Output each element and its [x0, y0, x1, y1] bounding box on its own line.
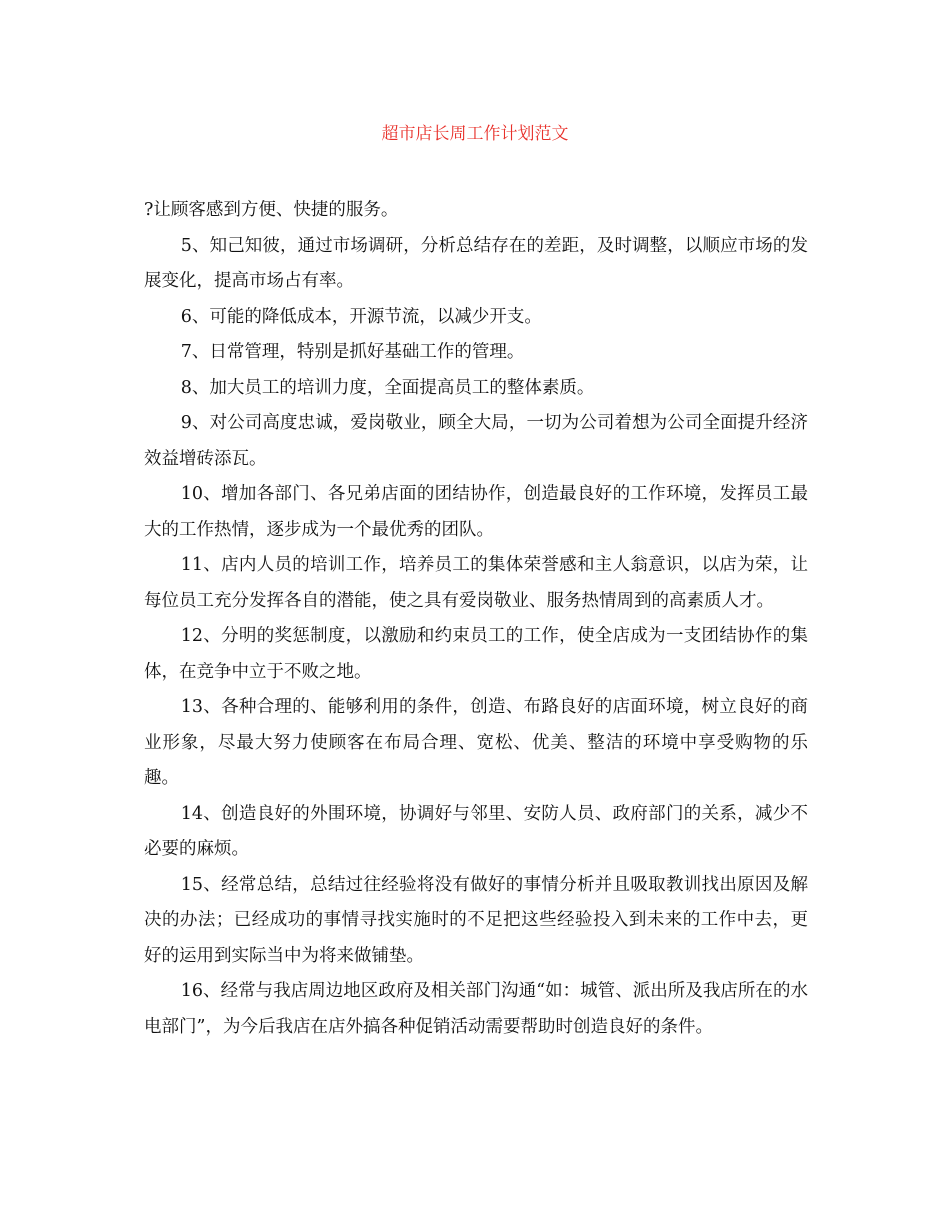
paragraph-item-8: 8、加大员工的培训力度，全面提高员工的整体素质。	[180, 377, 595, 398]
paragraph-item-7: 7、日常管理，特别是抓好基础工作的管理。	[180, 342, 525, 362]
paragraph-item-15: 15、经常总结，总结过往经验将没有做好的事情分析并且吸取教训找出原因及解决的办法；已经成功的事情寻找实施时的不足把这些经验投入到未来的工作中去，更好的运用到实际当中为将来做铺垫。	[144, 874, 808, 966]
paragraph-item-13: 13、各种合理的、能够利用的条件，创造、布路良好的店面环境，树立良好的商业形象，尽最大努力使顾客在布局合理、宽松、优美、整洁的环境中享受购物的乐趣。	[144, 697, 808, 788]
document-title: 超市店长周工作计划范文	[381, 124, 569, 144]
paragraph-item-9: 9、对公司高度忠诚，爱岗敬业，顾全大局，一切为公司着想为公司全面提升经济效益增砖添瓦。	[144, 413, 808, 469]
paragraph-continuation: ?让顾客感到方便、快捷的服务。	[144, 200, 399, 220]
paragraph-item-10: 10、增加各部门、各兄弟店面的团结协作，创造最良好的工作环境，发挥员工最大的工作热情，逐步成为一个最优秀的团队。	[144, 484, 808, 540]
paragraph-item-5: 5、知己知彼，通过市场调研，分析总结存在的差距，及时调整，以顺应市场的发展变化，提高市场占有率。	[144, 235, 808, 291]
paragraph-item-12: 12、分明的奖惩制度，以激励和约束员工的工作，使全店成为一支团结协作的集体，在竞争中立于不败之地。	[144, 626, 808, 682]
paragraph-item-11: 11、店内人员的培训工作，培养员工的集体荣誉感和主人翁意识，以店为荣，让每位员工充分发挥各自的潜能，使之具有爱岗敬业、服务热情周到的高素质人才。	[144, 555, 808, 611]
paragraph-item-6: 6、可能的降低成本，开源节流，以减少开支。	[180, 306, 542, 327]
paragraph-item-14: 14、创造良好的外围环境，协调好与邻里、安防人员、政府部门的关系，减少不必要的麻烦。	[144, 803, 808, 859]
paragraph-item-16: 16、经常与我店周边地区政府及相关部门沟通“如：城管、派出所及我店所在的水电部门”，为今后我店在店外搞各种促销活动需要帮助时创造良好的条件。	[144, 981, 808, 1037]
document-body	[144, 193, 808, 1045]
